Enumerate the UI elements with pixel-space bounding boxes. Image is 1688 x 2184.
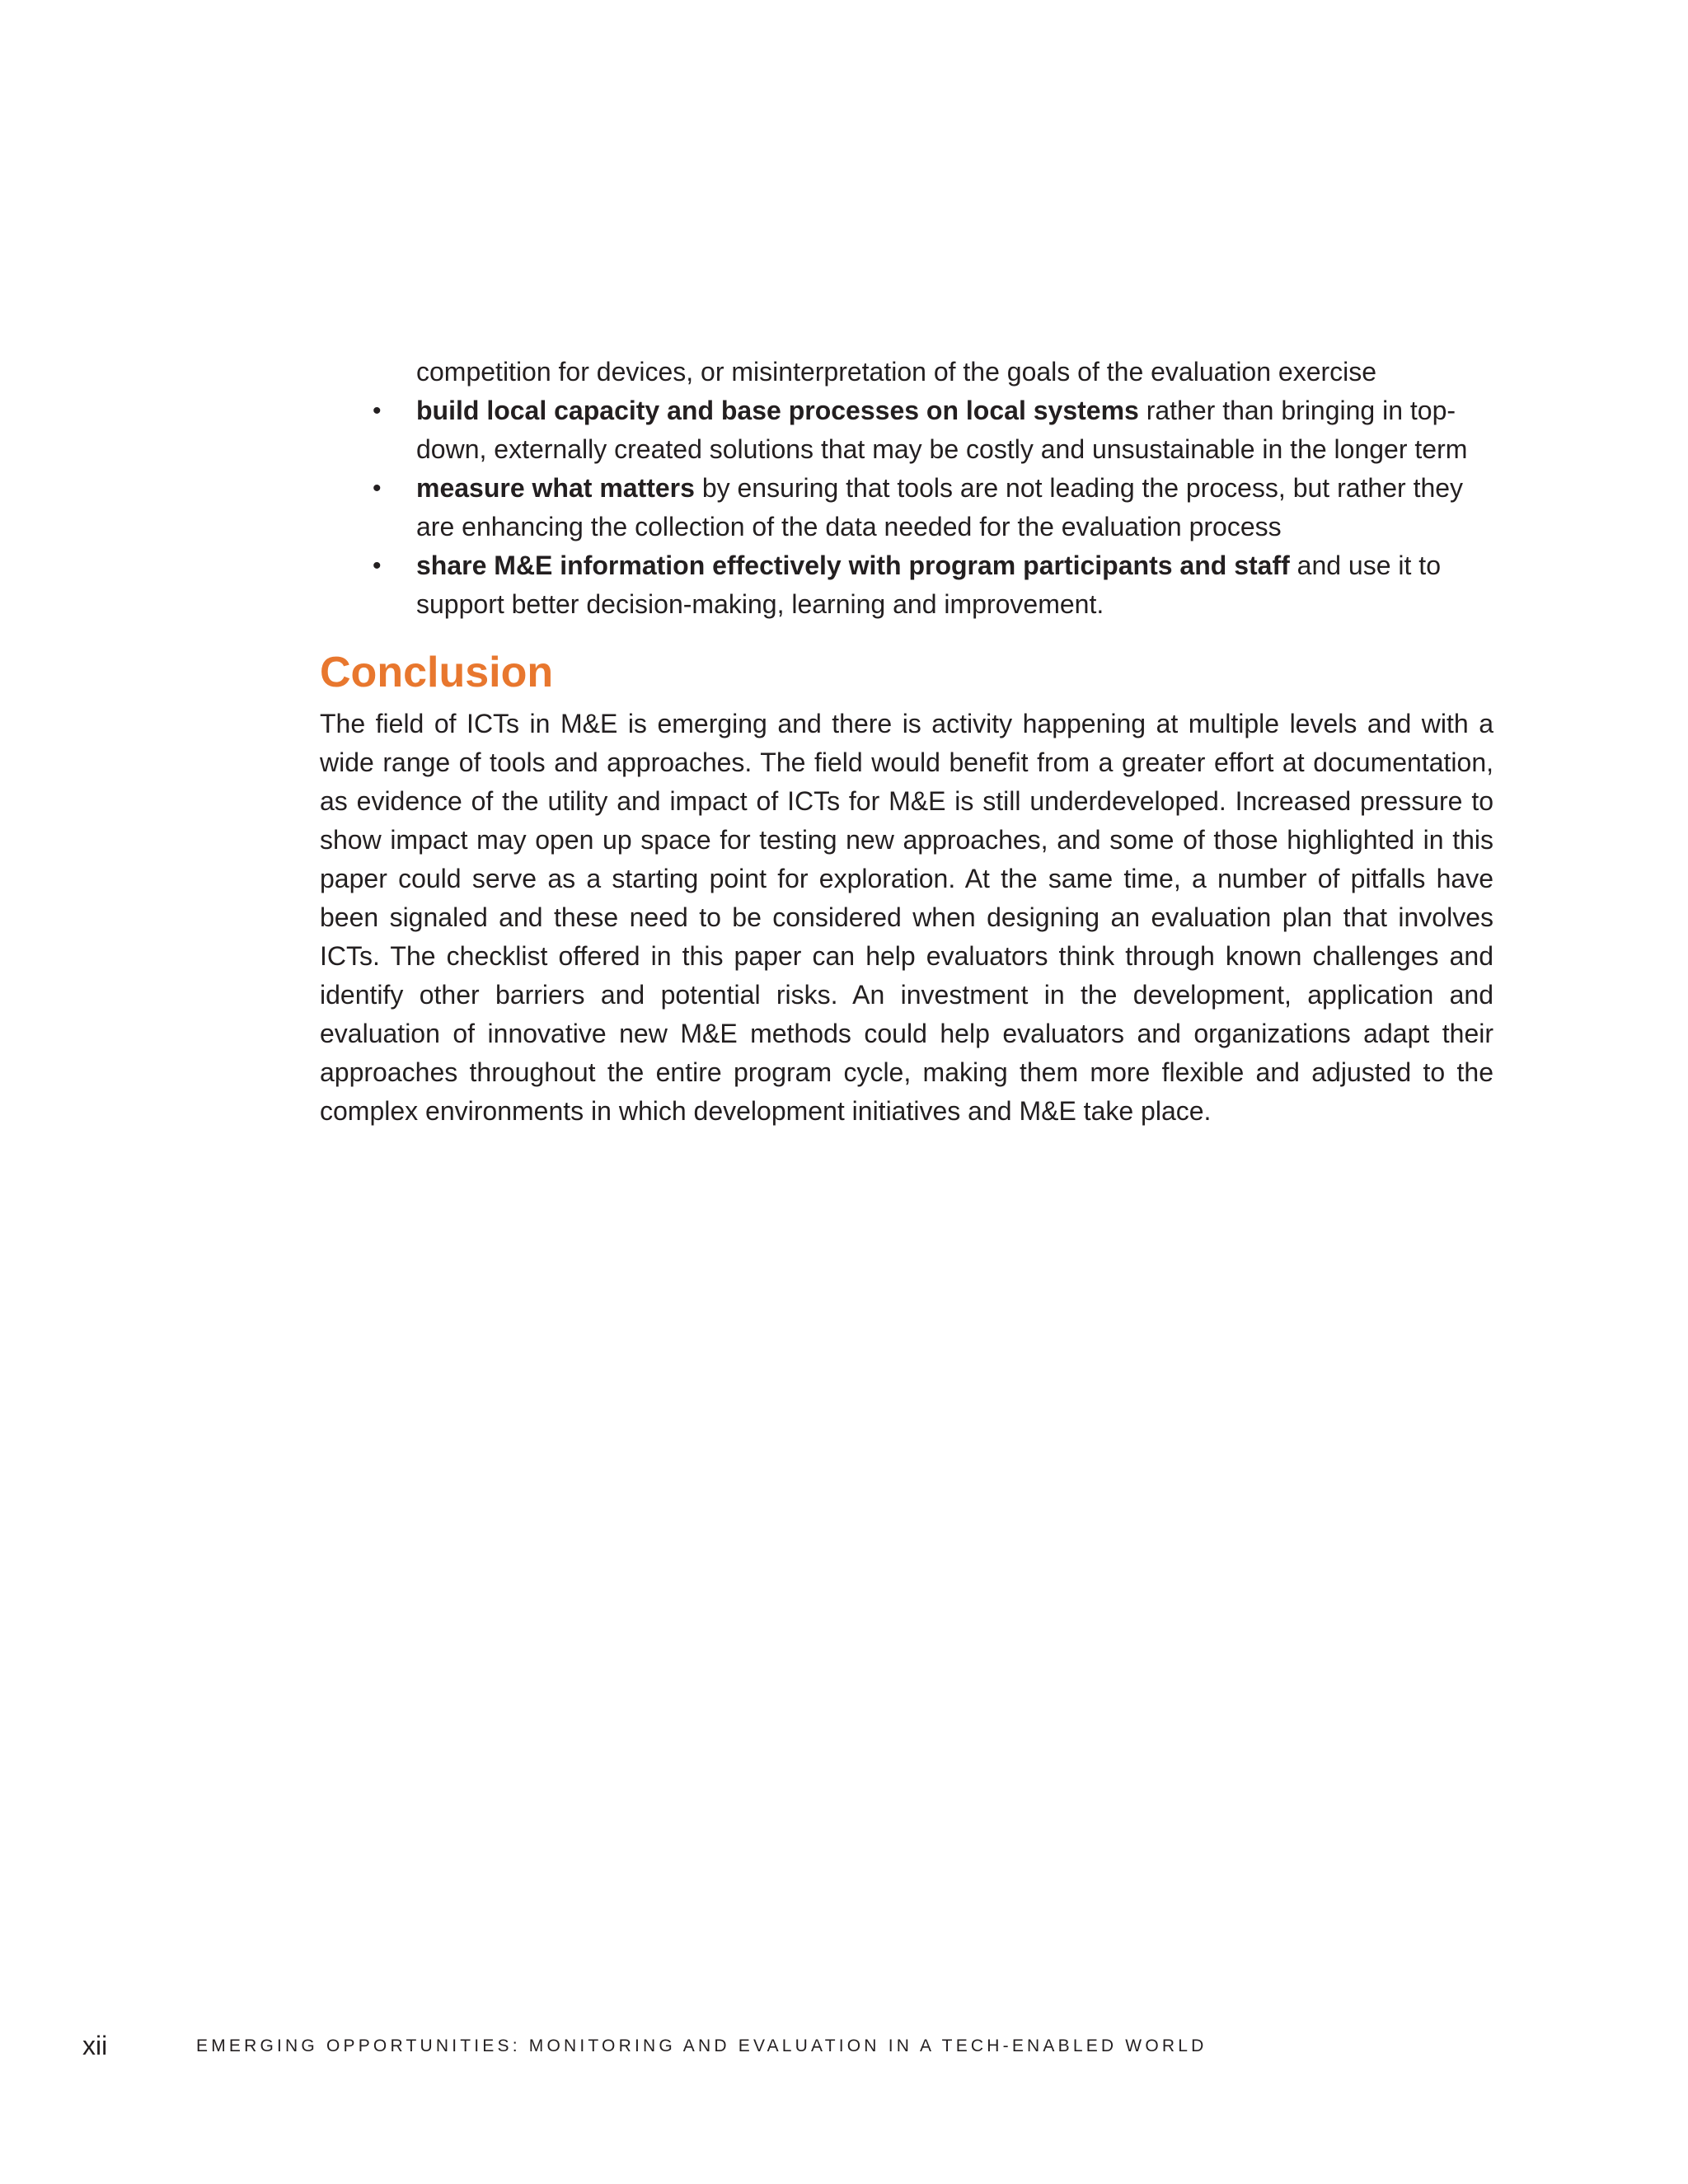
list-item-text: by ensuring that tools are not leading the process, but rather they are enhancing the collection of the data needed for the evaluation process [416, 473, 1464, 541]
recommendation-list [320, 391, 1493, 624]
conclusion-paragraph: The field of ICTs in M&E is emerging and there is activity happening at multiple levels and with a wide range of tools and approaches. The field would benefit from a greater effort at documentation, as evidence of the utility and impact of ICTs for M&E is still underdeveloped. Increased pressure to show impact may open up space for testing new approaches, and some of those highlighted in this paper could serve as a starting point for exploration. At the same time, a number of pitfalls have been signaled and these need to be considered when designing an evaluation plan that involves ICTs. The checklist offered in this paper can help evaluators think through known challenges and identify other barriers and potential risks. An investment in the development, application and evaluation of innovative new M&E methods could help evaluators and organizations adapt their approaches throughout the entire program cycle, making them more flexible and adjusted to the complex environments in which development initiatives and M&E take place. [320, 709, 1493, 1126]
bullet-icon: • [373, 475, 382, 502]
bullet-icon: • [373, 397, 382, 424]
list-item-text: and use it to support better decision-making, learning and improvement. [416, 551, 1441, 619]
page-number: xii [82, 2031, 108, 2060]
list-item [320, 469, 1493, 546]
running-title: EMERGING OPPORTUNITIES: MONITORING AND EVALUATION IN A TECH-ENABLED WORLD [196, 2036, 1207, 2055]
list-item-bold-lead: build local capacity and base processes on local systems [416, 396, 1139, 425]
bullet-continuation-text: competition for devices, or misinterpretation of the goals of the evaluation exercise [416, 357, 1377, 387]
list-item-text: rather than bringing in top-down, externally created solutions that may be costly and unsustainable in the longer term [416, 396, 1468, 464]
list-item-bold-lead: share M&E information effectively with program participants and staff [416, 551, 1290, 580]
list-item [320, 546, 1493, 624]
conclusion-heading: Conclusion [320, 649, 554, 696]
list-item-bold-lead: measure what matters [416, 473, 695, 503]
bullet-icon: • [373, 552, 382, 579]
page-content [320, 353, 1493, 1131]
page-footer [82, 2029, 1566, 2062]
list-item [320, 391, 1493, 469]
